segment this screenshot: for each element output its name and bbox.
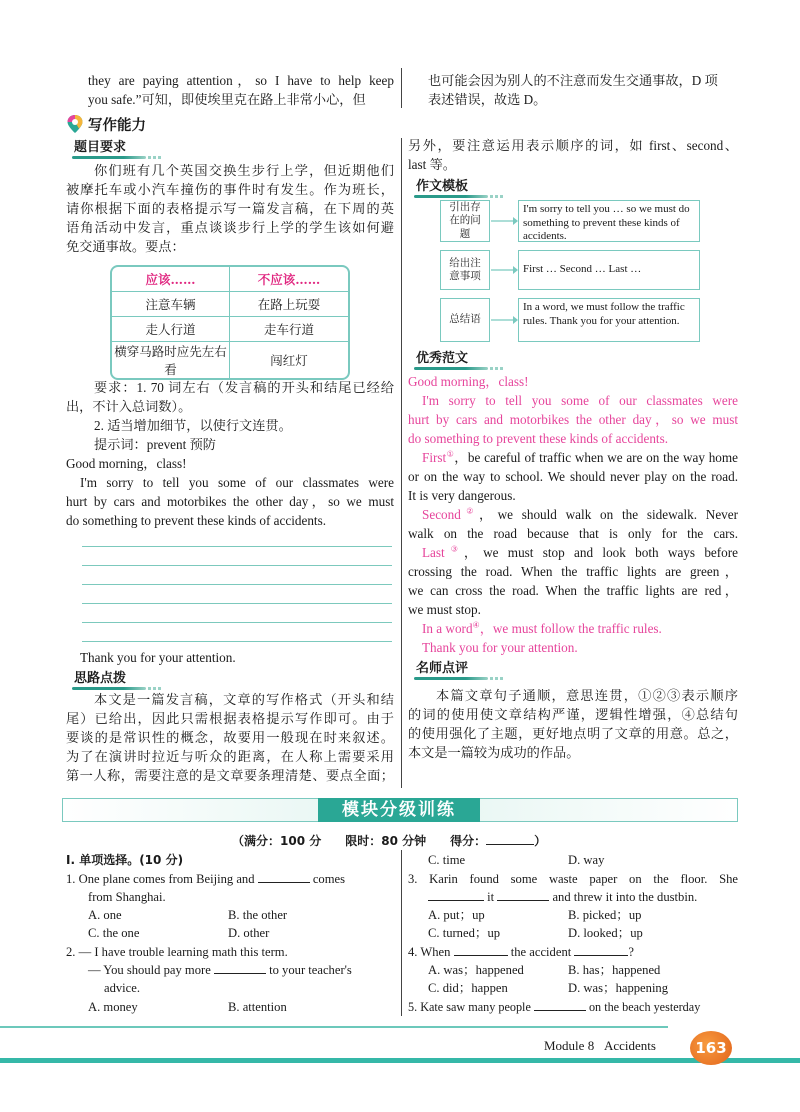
approach-text — [66, 690, 394, 785]
text-line: 被摩托车或小汽车撞伤的事件时有发生。作为班长， — [66, 182, 394, 197]
text-line: 提示词：prevent 预防 — [94, 437, 216, 452]
option[interactable]: B. attention — [228, 1000, 287, 1014]
text-line: walk on the road because that is only for the cars. — [408, 526, 738, 541]
text-line: 本篇文章句子通顺，意思连贯，①②③表示顺序 — [436, 688, 738, 703]
option[interactable]: B. has；happened — [568, 963, 661, 977]
writing-line[interactable] — [82, 603, 392, 604]
option[interactable]: D. other — [228, 926, 270, 940]
option[interactable]: C. did；happen — [428, 981, 508, 995]
page-number: 163 — [690, 1031, 732, 1065]
question-4 — [408, 943, 634, 961]
text-line: It is very dangerous. — [408, 488, 516, 503]
question-text: 5. Kate saw many people — [408, 1000, 531, 1014]
table-cell: 走人行道 — [112, 317, 230, 342]
answer-blank[interactable] — [214, 962, 266, 974]
marker: ④ — [472, 620, 480, 630]
text: ，we must stop and look both ways before — [463, 545, 739, 560]
closing-line — [80, 648, 390, 667]
module-title: 模块分级训练 — [318, 798, 480, 822]
text-line: 另外，要注意运用表示顺序的词，如 first、second、 — [408, 138, 738, 153]
text-line: 本文是一篇较为成功的作品。 — [408, 745, 580, 760]
requirements-table — [110, 265, 350, 380]
question-text: to your teacher's — [269, 963, 352, 977]
text-line: hurt by cars and motorbikes the other day，so we must — [66, 494, 394, 509]
label-text: 作文模板 — [416, 179, 469, 194]
template-step-3: 总结语 — [440, 298, 490, 342]
text-line — [408, 543, 738, 562]
question-text: from Shanghai. — [88, 890, 166, 904]
question-text: 1. One plane comes from Beijing and — [66, 872, 255, 886]
footer-module — [544, 1038, 656, 1054]
option[interactable]: A. one — [88, 908, 122, 922]
option[interactable]: B. the other — [228, 908, 288, 922]
question-text: advice. — [104, 981, 141, 995]
text-line: 第一人称，需要注意的是文章要条理清楚、要点全面； — [66, 768, 394, 783]
text-line: Thank you for your attention. — [80, 650, 236, 665]
writing-line[interactable] — [82, 584, 392, 585]
template-step-1: 引出存在的问题 — [440, 200, 490, 242]
text-line: 的词的使用使文章结构严谨，逻辑性增强，④总结句 — [408, 707, 738, 722]
text-line: 免交通事故。要点： — [66, 239, 185, 254]
label-text: 题目要求 — [74, 140, 127, 155]
text-line: 本文是一篇发言稿，文章的写作格式（开头和结 — [94, 692, 394, 707]
text-line: 请你根据下面的表格提示写一篇发言稿，在下周的英 — [66, 201, 394, 216]
text-line: 你们班有几个英国交换生步行上学，但近期他们 — [94, 163, 394, 178]
top-left-text — [88, 71, 394, 109]
order-word: Last — [422, 545, 445, 560]
option[interactable]: A. put；up — [428, 908, 485, 922]
order-word: In a word — [422, 621, 473, 636]
option[interactable]: A. was；happened — [428, 963, 524, 977]
text-line: 要谈的是常识性的概念，故要用一般现在时来叙述。 — [66, 730, 394, 745]
text-line: 出，不计入总词数）。 — [66, 399, 192, 414]
question-text: — You should pay more — [88, 963, 211, 977]
text-line: Thank you for your attention. — [422, 640, 578, 655]
writing-line[interactable] — [82, 565, 392, 566]
label-text: 优秀范文 — [416, 351, 469, 366]
text: ，be careful of traffic when we are on the way home — [454, 450, 738, 465]
text: ，we should walk on the sidewalk. Never — [478, 507, 739, 522]
review-text — [408, 686, 738, 762]
question-1 — [66, 870, 396, 888]
approach-continued — [408, 136, 738, 174]
template-content-1: I'm sorry to tell you … so we must do something to prevent these kinds of accidents. — [518, 200, 700, 242]
question-3: 3. Karin found some waste paper on the floor. She — [408, 872, 738, 886]
text-line: 的使用强化了主题，更好地点明了文章的用意。总之， — [408, 726, 738, 741]
option[interactable]: D. was；happening — [568, 981, 669, 995]
question-text: ? — [628, 945, 634, 959]
question-text: the accident — [510, 945, 572, 959]
text-line: 表述错误，故选 D。 — [428, 92, 547, 107]
question-5 — [408, 998, 700, 1016]
score-info — [232, 832, 546, 850]
column-divider — [401, 68, 402, 108]
text-line: 要求：1. 70 词左右（发言稿的开头和结尾已经给 — [94, 380, 394, 395]
question-2: 2. — I have trouble learning math this term. — [66, 945, 288, 959]
arrow-right-icon — [491, 315, 519, 325]
text-line: I'm sorry to tell you some of our classmates were — [422, 393, 738, 408]
answer-blank[interactable] — [428, 889, 484, 901]
text-line: we must stop. — [408, 602, 481, 617]
question-3-line — [428, 888, 697, 906]
column-divider — [401, 850, 402, 1016]
text-line: hurt by cars and motorbikes the other day，so we must — [408, 412, 738, 427]
exercise-section-title: Ⅰ. 单项选择。(10 分) — [66, 853, 184, 867]
marker: ① — [446, 449, 455, 459]
option[interactable]: B. picked；up — [568, 908, 642, 922]
text-line: crossing the road. When the traffic lights are green， — [408, 564, 738, 579]
template-content-2: First … Second … Last … — [518, 250, 700, 290]
option[interactable]: D. way — [568, 853, 605, 867]
answer-blank[interactable] — [258, 871, 310, 883]
table-row — [112, 317, 348, 342]
text-line: 也可能会因为别人的不注意而发生交通事故，D 项 — [428, 73, 718, 88]
order-word: Second — [422, 507, 461, 522]
label-text: 名师点评 — [416, 661, 469, 676]
model-essay — [408, 372, 738, 657]
text-line: last 等。 — [408, 157, 456, 172]
text-line: I'm sorry to tell you some of our classmates were — [80, 475, 394, 490]
label-text: 思路点拨 — [74, 671, 127, 686]
text-line: 为了在演讲时拉近与听众的距离，在人称上需要采用 — [66, 749, 394, 764]
module-label: Module 8 — [544, 1038, 595, 1053]
arrow-right-icon — [491, 265, 519, 275]
option[interactable]: C. turned；up — [428, 926, 501, 940]
option[interactable]: C. the one — [88, 926, 140, 940]
section-title: 写作能力 — [88, 117, 146, 134]
footer-bar — [0, 1058, 800, 1063]
label-approach — [72, 670, 128, 687]
marker: ② — [460, 506, 479, 516]
text-line — [408, 448, 738, 467]
question-text: and threw it into the dustbin. — [552, 890, 698, 904]
text: ，we must follow the traffic rules. — [479, 621, 662, 636]
table-cell: 横穿马路时应先左右看 — [112, 342, 230, 378]
table-row — [112, 292, 348, 317]
marker: ③ — [444, 544, 464, 554]
text-line: do something to prevent these kinds of accidents. — [408, 431, 669, 446]
writing-line[interactable] — [82, 641, 392, 642]
text-line — [408, 505, 738, 524]
table-row — [112, 342, 348, 378]
column-divider — [401, 138, 402, 788]
option[interactable]: A. money — [88, 1000, 138, 1014]
option[interactable]: C. time — [428, 853, 466, 867]
text-line: Good morning，class! — [66, 456, 187, 471]
score-close: ） — [534, 834, 547, 848]
text-line: do something to prevent these kinds of accidents. — [66, 513, 327, 528]
answer-blank[interactable] — [534, 999, 586, 1011]
text-line: 2. 适当增加细节，以使行文连贯。 — [94, 418, 292, 433]
text-line: 语角活动中发言，重点谈谈步行上学的学生该如何避 — [66, 220, 394, 235]
writing-line[interactable] — [82, 622, 392, 623]
writing-line[interactable] — [82, 546, 392, 547]
footer-rule — [0, 1026, 668, 1028]
location-pin-icon — [66, 114, 84, 134]
label-template — [414, 178, 470, 195]
task-description — [66, 161, 394, 256]
label-review — [414, 660, 470, 677]
table-header-should-not: 不应该…… — [230, 267, 348, 292]
table-cell: 闯红灯 — [270, 353, 308, 368]
question-text: on the beach yesterday — [588, 1000, 701, 1014]
top-right-text — [428, 71, 738, 109]
text-line: you safe.”可知，即使埃里克在路上非常小心，但 — [88, 92, 366, 107]
table-cell: 走车行道 — [230, 317, 348, 342]
text-line: we can cross the road. When the traffic lights are red， — [408, 583, 738, 598]
option[interactable]: D. looked；up — [568, 926, 643, 940]
table-cell: 注意车辆 — [112, 292, 230, 317]
text-line — [408, 619, 738, 638]
label-requirements — [72, 139, 128, 156]
order-word: First — [422, 450, 447, 465]
answer-blank[interactable] — [574, 944, 628, 956]
text-line: Good morning，class! — [408, 374, 529, 389]
table-cell: 在路上玩耍 — [230, 292, 348, 317]
score-text: （满分：100 分 限时：80 分钟 得分： — [232, 834, 487, 848]
label-model-essay — [414, 350, 470, 367]
arrow-right-icon — [491, 216, 519, 226]
question-text: 4. When — [408, 945, 451, 959]
score-blank[interactable] — [486, 833, 534, 845]
template-step-2: 给出注意事项 — [440, 250, 490, 290]
table-header-should: 应该…… — [112, 267, 230, 292]
question-text: it — [487, 890, 495, 904]
text-line: 尾）已给出，因此只需根据表格提示写作即可。由于 — [66, 711, 394, 726]
template-content-3: In a word, we must follow the traffic rules. Thank you for your attention. — [518, 298, 700, 342]
text-line: they are paying attention，so I have to help keep — [88, 73, 394, 88]
question-text: comes — [312, 872, 346, 886]
section-writing-title — [66, 113, 146, 135]
question-2-line — [88, 961, 396, 979]
answer-blank[interactable] — [454, 944, 508, 956]
writing-requirements — [66, 378, 394, 530]
module-name: Accidents — [603, 1038, 656, 1053]
answer-blank[interactable] — [497, 889, 549, 901]
text-line: or on the way to school. We should never play on the road. — [408, 469, 738, 484]
